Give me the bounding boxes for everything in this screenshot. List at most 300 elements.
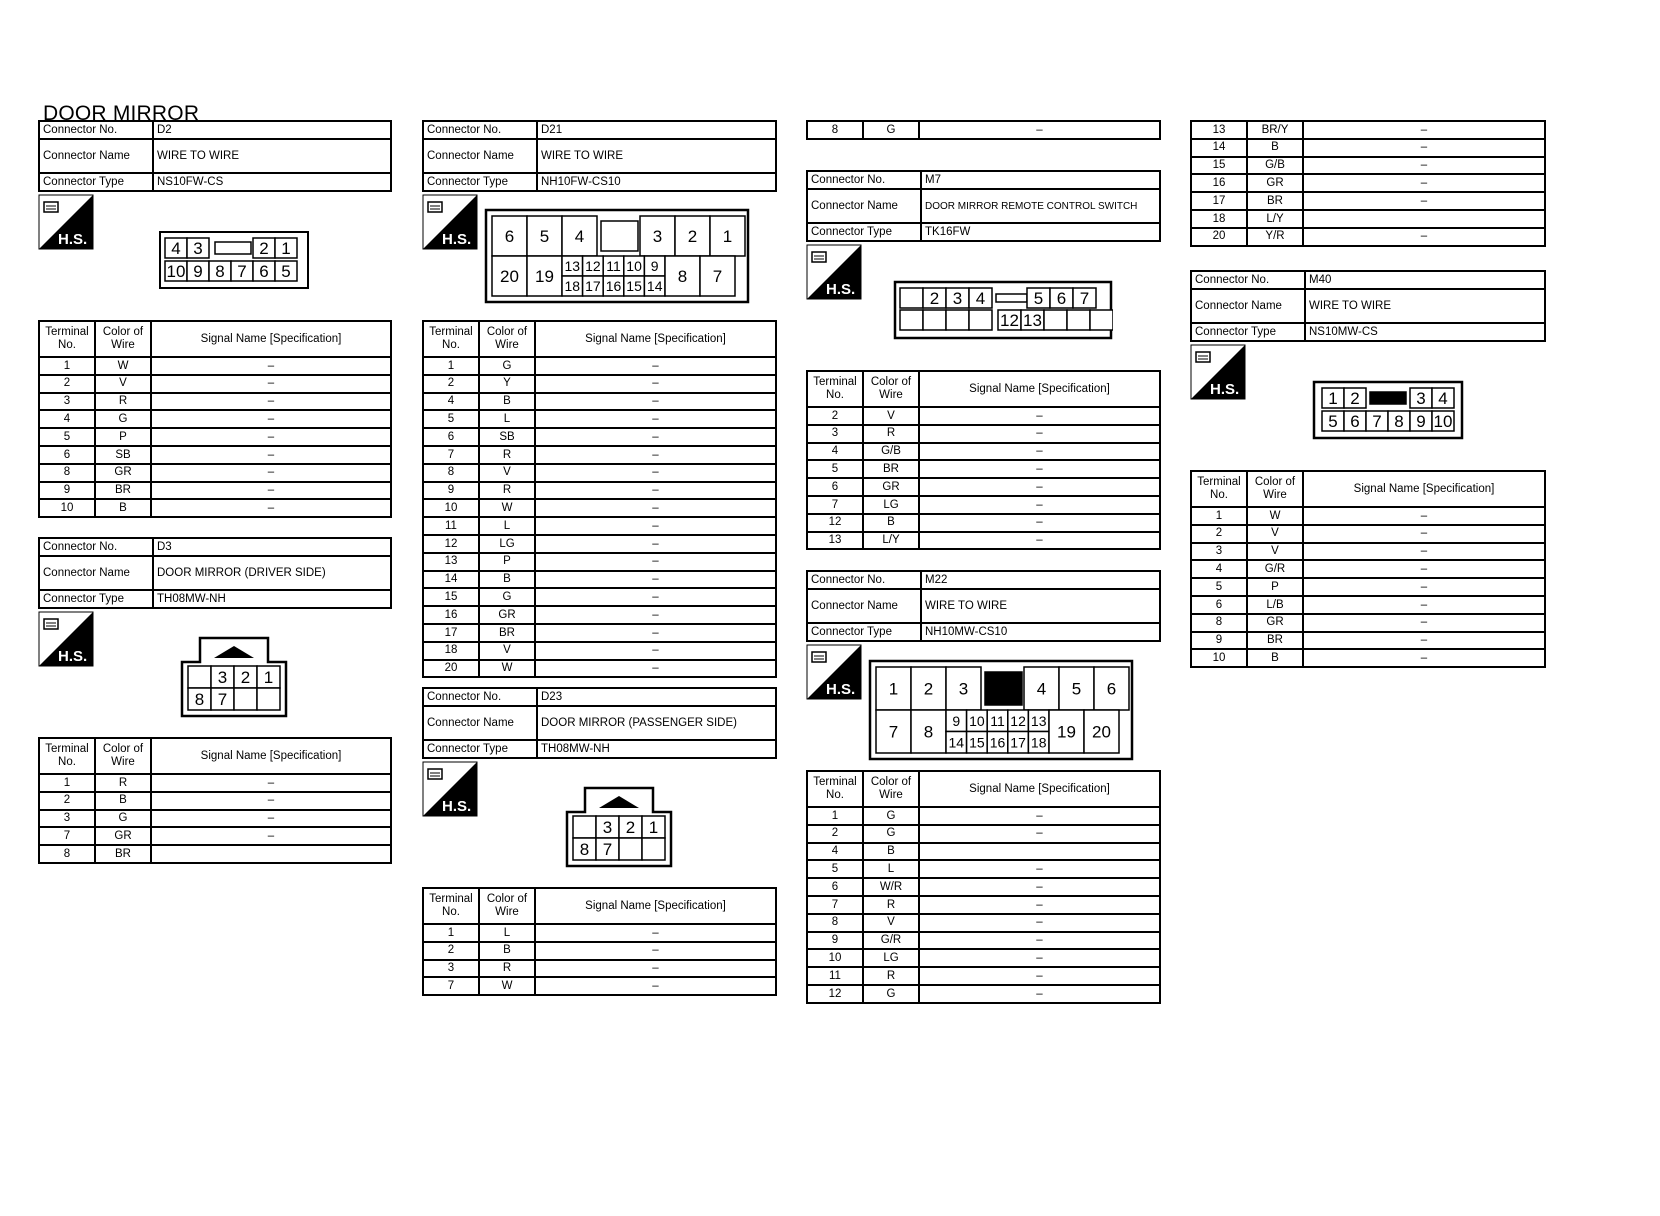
- signal-name: –: [1303, 578, 1545, 596]
- wire-color: LG: [479, 535, 535, 553]
- terminal-no: 15: [1191, 157, 1247, 175]
- table-row: [423, 624, 776, 642]
- wire-color: G/R: [863, 932, 919, 950]
- table-row: [423, 942, 776, 960]
- pin-number: 1: [888, 679, 899, 699]
- pin-number: 9: [952, 712, 961, 729]
- connector-no-label: Connector No.: [807, 171, 921, 189]
- pin-number: 3: [652, 227, 663, 247]
- pin-number: 1: [1328, 389, 1338, 409]
- pin-number: 4: [574, 227, 585, 247]
- wire-color: V: [863, 407, 919, 425]
- pin-number: 17: [1010, 734, 1026, 751]
- signal-name: –: [535, 357, 776, 375]
- pin-cavity: [642, 838, 665, 860]
- signal-name: –: [1303, 228, 1545, 246]
- table-row: [1191, 174, 1545, 192]
- pin-number: 5: [1071, 679, 1082, 699]
- wire-color: BR: [863, 460, 919, 478]
- terminal-no: 8: [1191, 614, 1247, 632]
- terminal-no: 7: [807, 496, 863, 514]
- wire-color: LG: [863, 496, 919, 514]
- pin-number: 7: [888, 722, 899, 742]
- terminal-no: 11: [423, 517, 479, 535]
- pin-number: 19: [1057, 722, 1076, 742]
- terminal-no: 1: [423, 924, 479, 942]
- terminal-no: 7: [423, 446, 479, 464]
- pin-number: 10: [626, 258, 642, 275]
- terminal-no: 20: [1191, 228, 1247, 246]
- signal-name: –: [151, 446, 391, 464]
- table-row: [423, 428, 776, 446]
- connector-no-label: Connector No.: [807, 571, 921, 589]
- terminal-no: 16: [1191, 174, 1247, 192]
- table-row: [1191, 543, 1545, 561]
- pin-cavity: [946, 310, 969, 330]
- m22-pin-table: [806, 770, 1161, 1004]
- d3-connector-no: D3: [153, 538, 391, 556]
- pin-number: 12: [1000, 311, 1019, 331]
- hs-label: H.S.: [1210, 381, 1240, 398]
- terminal-no: 7: [423, 977, 479, 995]
- connector-no-label: Connector No.: [1191, 271, 1305, 289]
- d2-connector-no: D2: [153, 121, 391, 139]
- pin-cavity: [257, 688, 280, 710]
- table-row: [807, 896, 1160, 914]
- pin-number: 17: [585, 278, 601, 295]
- connector-type-label: Connector Type: [807, 623, 921, 641]
- wire-color: G: [863, 807, 919, 825]
- signal-name: –: [151, 792, 391, 810]
- table-row: [807, 932, 1160, 950]
- d3-connector-type: TH08MW-NH: [153, 590, 391, 608]
- d21-connector-no: D21: [537, 121, 776, 139]
- pin-cavity: [234, 688, 257, 710]
- pin-number: 7: [237, 262, 247, 282]
- pin-number: 10: [1433, 412, 1453, 432]
- d21-info-table: [422, 120, 777, 192]
- d23-connector-name: DOOR MIRROR (PASSENGER SIDE): [537, 706, 776, 740]
- signal-name: –: [535, 553, 776, 571]
- signal-name: –: [151, 482, 391, 500]
- table-row: [423, 588, 776, 606]
- connector-no-label: Connector No.: [39, 538, 153, 556]
- lock-tab: [1370, 392, 1406, 404]
- signal-name: –: [1303, 543, 1545, 561]
- lock-tab: [215, 242, 251, 254]
- signal-name: –: [151, 393, 391, 411]
- wire-color: R: [95, 774, 151, 792]
- m40-connector-no: M40: [1305, 271, 1545, 289]
- terminal-no: 2: [39, 375, 95, 393]
- table-row: [807, 425, 1160, 443]
- terminal-no: 13: [423, 553, 479, 571]
- d3-connector-face: [180, 636, 288, 718]
- terminal-no: 5: [1191, 578, 1247, 596]
- d23-info-table: [422, 687, 777, 759]
- pin-number: 9: [650, 258, 659, 275]
- pin-cavity: [900, 288, 923, 308]
- signal-name: –: [919, 443, 1160, 461]
- wire-color: W: [479, 660, 535, 678]
- table-row: [39, 357, 391, 375]
- table-row: [423, 482, 776, 500]
- table-row: [39, 482, 391, 500]
- signal-name: –: [151, 410, 391, 428]
- table-row: [1191, 507, 1545, 525]
- m40-connector-face: [1312, 380, 1464, 440]
- terminal-no: 18: [423, 642, 479, 660]
- m22-connector-name: WIRE TO WIRE: [921, 589, 1160, 623]
- terminal-no: 10: [39, 499, 95, 517]
- table-row: [423, 393, 776, 411]
- connector-no-label: Connector No.: [423, 121, 537, 139]
- table-row: [1191, 228, 1545, 246]
- connector-name-label: Connector Name: [39, 139, 153, 173]
- d3-info-table: [38, 537, 392, 609]
- continued-pin-table: [806, 120, 1161, 140]
- terminal-no-header: Terminal No.: [39, 321, 95, 357]
- page-title: DOOR MIRROR: [43, 102, 200, 125]
- terminal-no: 12: [807, 985, 863, 1003]
- signal-name: –: [535, 375, 776, 393]
- table-row: [807, 807, 1160, 825]
- signal-name: –: [535, 482, 776, 500]
- connector-name-label: Connector Name: [807, 589, 921, 623]
- wire-color: G: [863, 121, 919, 139]
- pin-number: 7: [1079, 289, 1090, 309]
- table-row: [807, 496, 1160, 514]
- terminal-no: 9: [807, 932, 863, 950]
- pin-number: 1: [281, 239, 291, 259]
- pin-number: 8: [194, 690, 205, 710]
- signal-name: –: [919, 121, 1160, 139]
- table-row: [39, 792, 391, 810]
- pin-number: 7: [217, 690, 228, 710]
- pin-number: 3: [193, 239, 203, 259]
- table-row: [1191, 614, 1545, 632]
- wire-color: R: [479, 446, 535, 464]
- signal-name: –: [1303, 649, 1545, 667]
- pin-number: 20: [1092, 722, 1111, 742]
- d23-pin-table: [422, 887, 777, 996]
- signal-name-header: Signal Name [Specification]: [535, 888, 776, 924]
- terminal-no: 3: [807, 425, 863, 443]
- table-row: [423, 357, 776, 375]
- m22-connector-no: M22: [921, 571, 1160, 589]
- table-row: [807, 860, 1160, 878]
- signal-name: –: [1303, 174, 1545, 192]
- table-row: [807, 460, 1160, 478]
- wire-color: GR: [479, 606, 535, 624]
- signal-name: [1303, 210, 1545, 228]
- pin-number: 11: [990, 712, 1005, 729]
- signal-name: –: [151, 428, 391, 446]
- terminal-no: 17: [423, 624, 479, 642]
- terminal-no: 2: [807, 407, 863, 425]
- d21-connector-name: WIRE TO WIRE: [537, 139, 776, 173]
- wire-color: B: [95, 792, 151, 810]
- connector-name-label: Connector Name: [807, 189, 921, 223]
- hs-icon: [38, 194, 94, 250]
- table-row: [39, 410, 391, 428]
- terminal-no: 18: [1191, 210, 1247, 228]
- wire-color: GR: [95, 827, 151, 845]
- pin-number: 3: [958, 679, 969, 699]
- wire-color: GR: [1247, 614, 1303, 632]
- wire-color: L: [479, 924, 535, 942]
- terminal-no: 12: [807, 514, 863, 532]
- terminal-no: 17: [1191, 192, 1247, 210]
- wire-color: R: [479, 960, 535, 978]
- signal-name: –: [535, 446, 776, 464]
- terminal-no: 12: [423, 535, 479, 553]
- signal-name: –: [1303, 139, 1545, 157]
- d23-connector-face: [565, 786, 673, 868]
- table-row: [1191, 210, 1545, 228]
- wire-color: BR: [95, 845, 151, 863]
- d23-connector-type: TH08MW-NH: [537, 740, 776, 758]
- wire-color: R: [863, 896, 919, 914]
- wire-color: Y: [479, 375, 535, 393]
- signal-name: –: [919, 532, 1160, 550]
- table-row: [807, 843, 1160, 861]
- wire-color: BR: [95, 482, 151, 500]
- pin-number: 14: [948, 734, 965, 751]
- color-of-wire-header: Color of Wire: [1247, 471, 1303, 507]
- table-row: [807, 407, 1160, 425]
- pin-number: 5: [1328, 412, 1338, 432]
- pin-number: 9: [193, 262, 203, 282]
- signal-name: –: [919, 425, 1160, 443]
- signal-name: –: [919, 807, 1160, 825]
- pin-number: 15: [626, 278, 642, 295]
- wire-color: SB: [479, 428, 535, 446]
- signal-name: –: [919, 967, 1160, 985]
- hs-label: H.S.: [58, 648, 88, 665]
- m40-connector-name: WIRE TO WIRE: [1305, 289, 1545, 323]
- table-row: [1191, 596, 1545, 614]
- m7-connector-name: DOOR MIRROR REMOTE CONTROL SWITCH: [921, 189, 1160, 223]
- terminal-no: 11: [807, 967, 863, 985]
- wire-color: SB: [95, 446, 151, 464]
- wire-color: LG: [863, 949, 919, 967]
- pin-cavity: [900, 310, 923, 330]
- pin-cavity: [619, 838, 642, 860]
- hs-icon: [422, 194, 478, 250]
- table-row: [1191, 525, 1545, 543]
- terminal-no: 16: [423, 606, 479, 624]
- hs-label: H.S.: [442, 231, 472, 248]
- terminal-no: 5: [807, 460, 863, 478]
- wire-color: GR: [95, 464, 151, 482]
- table-row: [807, 967, 1160, 985]
- wire-color: B: [1247, 649, 1303, 667]
- connector-no-label: Connector No.: [39, 121, 153, 139]
- pin-number: 3: [217, 668, 228, 688]
- wire-color: G: [479, 357, 535, 375]
- pin-number: 4: [975, 289, 986, 309]
- connector-name-label: Connector Name: [1191, 289, 1305, 323]
- wire-color: L/Y: [863, 532, 919, 550]
- pin-number: 5: [539, 227, 550, 247]
- terminal-no: 2: [39, 792, 95, 810]
- signal-name: –: [919, 985, 1160, 1003]
- hs-icon: [806, 644, 862, 700]
- connector-name-label: Connector Name: [423, 139, 537, 173]
- wire-color: G: [95, 810, 151, 828]
- table-row: [39, 393, 391, 411]
- wire-color: V: [479, 464, 535, 482]
- table-row: [423, 517, 776, 535]
- terminal-no: 5: [807, 860, 863, 878]
- terminal-no: 8: [807, 121, 863, 139]
- wire-color: W: [1247, 507, 1303, 525]
- table-row: [423, 606, 776, 624]
- table-row: [39, 810, 391, 828]
- signal-name: –: [535, 660, 776, 678]
- pin-number: 1: [648, 818, 659, 838]
- table-row: [1191, 560, 1545, 578]
- signal-name: –: [1303, 121, 1545, 139]
- d2-info-table: [38, 120, 392, 192]
- pin-number: 11: [606, 258, 621, 275]
- signal-name: –: [919, 825, 1160, 843]
- pin-number: 10: [969, 712, 985, 729]
- pin-number: 13: [1023, 311, 1042, 331]
- terminal-no: 6: [1191, 596, 1247, 614]
- connector-type-label: Connector Type: [39, 590, 153, 608]
- pin-number: 7: [602, 840, 613, 860]
- terminal-no: 4: [807, 843, 863, 861]
- table-row: [39, 499, 391, 517]
- terminal-no: 8: [423, 464, 479, 482]
- connector-type-label: Connector Type: [423, 740, 537, 758]
- pin-number: 20: [500, 267, 519, 287]
- terminal-no: 4: [423, 393, 479, 411]
- wire-color: V: [1247, 525, 1303, 543]
- signal-name: –: [151, 499, 391, 517]
- signal-name-header: Signal Name [Specification]: [151, 738, 391, 774]
- pin-number: 2: [1350, 389, 1360, 409]
- terminal-no: 1: [423, 357, 479, 375]
- pin-number: 8: [923, 722, 934, 742]
- terminal-no: 10: [807, 949, 863, 967]
- terminal-no: 8: [807, 914, 863, 932]
- m7-pin-table: [806, 370, 1161, 550]
- terminal-no: 9: [1191, 632, 1247, 650]
- signal-name: –: [535, 588, 776, 606]
- terminal-no: 5: [39, 428, 95, 446]
- m40-pin-table: [1190, 470, 1546, 668]
- hs-label: H.S.: [442, 798, 472, 815]
- pin-number: 3: [952, 289, 963, 309]
- table-row: [423, 446, 776, 464]
- wire-color: BR: [1247, 632, 1303, 650]
- table-row: [423, 924, 776, 942]
- signal-name: –: [535, 428, 776, 446]
- table-row: [1191, 157, 1545, 175]
- terminal-no: 1: [39, 357, 95, 375]
- table-row: [39, 827, 391, 845]
- signal-name: –: [151, 464, 391, 482]
- wire-color: L: [479, 517, 535, 535]
- wire-color: V: [1247, 543, 1303, 561]
- wire-color: V: [479, 642, 535, 660]
- signal-name-header: Signal Name [Specification]: [1303, 471, 1545, 507]
- wire-color: P: [479, 553, 535, 571]
- d21-pin-table: [422, 320, 777, 678]
- terminal-no: 10: [1191, 649, 1247, 667]
- color-of-wire-header: Color of Wire: [863, 771, 919, 807]
- table-row: [423, 535, 776, 553]
- pin-number: 18: [1030, 734, 1047, 751]
- signal-name: –: [535, 924, 776, 942]
- d23-connector-no: D23: [537, 688, 776, 706]
- d21-connector-type: NH10FW-CS10: [537, 173, 776, 191]
- terminal-no: 2: [1191, 525, 1247, 543]
- hs-label: H.S.: [826, 281, 856, 298]
- pin-cavity: [188, 666, 211, 688]
- table-row: [39, 774, 391, 792]
- table-row: [807, 825, 1160, 843]
- signal-name-header: Signal Name [Specification]: [919, 371, 1160, 407]
- terminal-no-header: Terminal No.: [39, 738, 95, 774]
- terminal-no: 1: [807, 807, 863, 825]
- terminal-no: 20: [423, 660, 479, 678]
- table-row: [807, 949, 1160, 967]
- color-of-wire-header: Color of Wire: [95, 738, 151, 774]
- signal-name: –: [919, 460, 1160, 478]
- wire-color: G/B: [863, 443, 919, 461]
- pin-number: 16: [989, 734, 1006, 751]
- m7-connector-type: TK16FW: [921, 223, 1160, 241]
- pin-number: 8: [677, 267, 688, 287]
- table-row: [423, 410, 776, 428]
- wire-color: L/Y: [1247, 210, 1303, 228]
- pin-number: 14: [646, 278, 663, 295]
- signal-name: –: [535, 393, 776, 411]
- m7-info-table: [806, 170, 1161, 242]
- wire-color: G: [479, 588, 535, 606]
- pin-cavity: [573, 816, 596, 838]
- terminal-no: 9: [423, 482, 479, 500]
- terminal-no: 15: [423, 588, 479, 606]
- pin-cavity: [1044, 310, 1067, 330]
- terminal-no: 2: [423, 375, 479, 393]
- d2-connector-type: NS10FW-CS: [153, 173, 391, 191]
- table-row: [423, 464, 776, 482]
- pin-number: 12: [585, 258, 601, 275]
- lock-tab: [601, 221, 638, 251]
- pin-number: 2: [625, 818, 636, 838]
- wire-color: G: [95, 410, 151, 428]
- signal-name: –: [535, 942, 776, 960]
- signal-name: –: [1303, 157, 1545, 175]
- wire-color: L: [479, 410, 535, 428]
- table-row: [1191, 632, 1545, 650]
- signal-name: –: [1303, 507, 1545, 525]
- signal-name: –: [151, 827, 391, 845]
- m7-connector-face: [893, 280, 1113, 340]
- terminal-no: 4: [807, 443, 863, 461]
- hs-icon: [806, 244, 862, 300]
- wire-color: GR: [863, 478, 919, 496]
- table-row: [423, 375, 776, 393]
- hs-label: H.S.: [826, 681, 856, 698]
- signal-name-header: Signal Name [Specification]: [151, 321, 391, 357]
- terminal-no: 9: [39, 482, 95, 500]
